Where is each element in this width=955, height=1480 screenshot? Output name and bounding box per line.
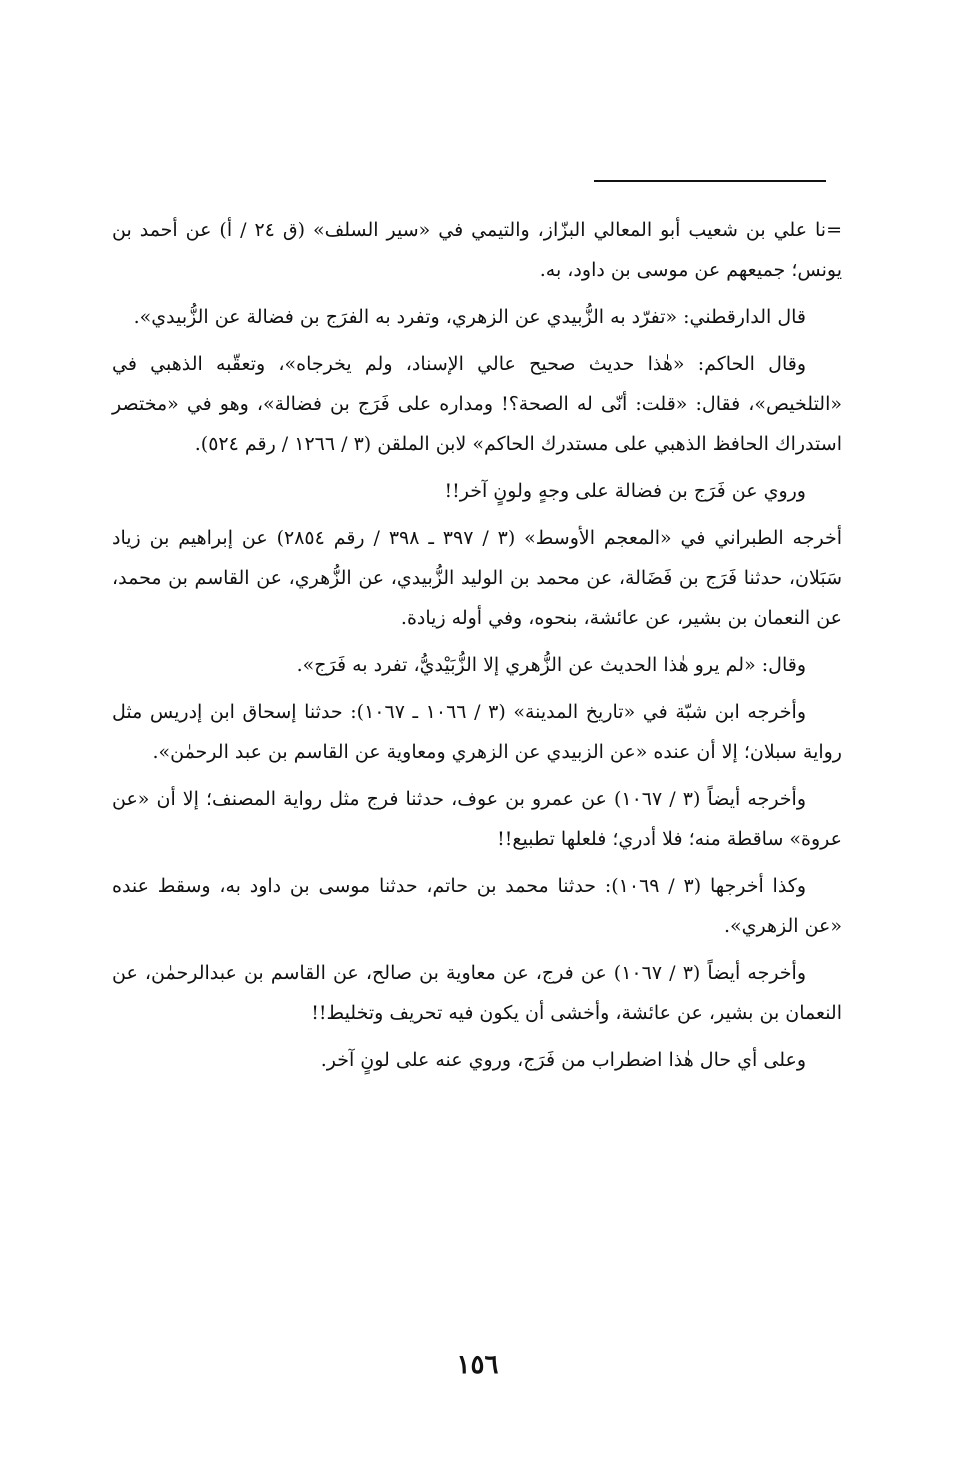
- paragraph: وعلى أي حال هٰذا اضطراب من فَرَج، وروي عنه على لونٍ آخر.: [320, 1049, 806, 1071]
- paragraph: وروي عن فَرَج بن فضالة على وجهٍ ولونٍ آخر!!: [444, 480, 806, 502]
- page-number: ١٥٦: [456, 1350, 499, 1380]
- paragraph: أخرجه الطبراني في «المعجم الأوسط» (٣ / ٣٩٧ ـ ٣٩٨ / رقم ٢٨٥٤) عن إبراهيم بن زياد سَبَلان، حدثنا فَرَج بن فَضَالة، عن محمد بن الوليد الزُّبيدي، عن الزُّهري، عن القاسم بن محمد، عن النعمان بن بشير، عن عائشة، بنحوه، وفي أوله زيادة.: [112, 527, 842, 629]
- paragraph: قال الدارقطني: «تفرّد به الزُّبيدي عن الزهري، وتفرد به الفرَج بن فضالة عن الزُّبيدي».: [133, 306, 806, 328]
- paragraph: وقال: «لم يرو هٰذا الحديث عن الزُّهري إلا الزُّبَيْديُّ، تفرد به فَرَج».: [296, 654, 806, 676]
- paragraph: وأخرجه أيضاً (٣ / ١٠٦٧) عن فرج، عن معاوية بن صالح، عن القاسم بن عبدالرحمٰن، عن النعمان بن بشير، عن عائشة، وأخشى أن يكون فيه تحريف وتخليط!!: [112, 962, 842, 1024]
- paragraph: وأخرجه ابن شبّة في «تاريخ المدينة» (٣ / ١٠٦٦ ـ ١٠٦٧): حدثنا إسحاق ابن إدريس مثل رواية سبلان؛ إلا أن عنده «عن الزبيدي عن الزهري ومعاوية عن القاسم بن عبد الرحمٰن».: [112, 701, 842, 763]
- paragraph: وأخرجه أيضاً (٣ / ١٠٦٧) عن عمرو بن عوف، حدثنا فرج مثل رواية المصنف؛ إلا أن «عن عروة» ساقطة منه؛ فلا أدري؛ فلعلها تطبيع!!: [112, 788, 842, 850]
- footnote-text: [112, 210, 842, 1087]
- paragraph: وكذا أخرجها (٣ / ١٠٦٩): حدثنا محمد بن حاتم، حدثنا موسى بن داود به، وسقط عنده «عن الزهري».: [112, 875, 842, 937]
- paragraph: =نا علي بن شعيب أبو المعالي البزّاز، والتيمي في «سير السلف» (ق ٢٤ / أ) عن أحمد بن يونس؛ جميعهم عن موسى بن داود، به.: [112, 219, 842, 281]
- footnote-separator: [594, 180, 826, 182]
- paragraph: وقال الحاكم: «هٰذا حديث صحيح عالي الإسناد، ولم يخرجاه»، وتعقّبه الذهبي في «التلخيص»، فقال: «قلت: أنّى له الصحة؟! ومداره على فَرَج بن فضالة»، وهو في «مختصر استدراك الحافظ الذهبي على مستدرك الحاكم» لابن الملقن (٣ / ١٢٦٦ / رقم ٥٢٤).: [112, 353, 842, 455]
